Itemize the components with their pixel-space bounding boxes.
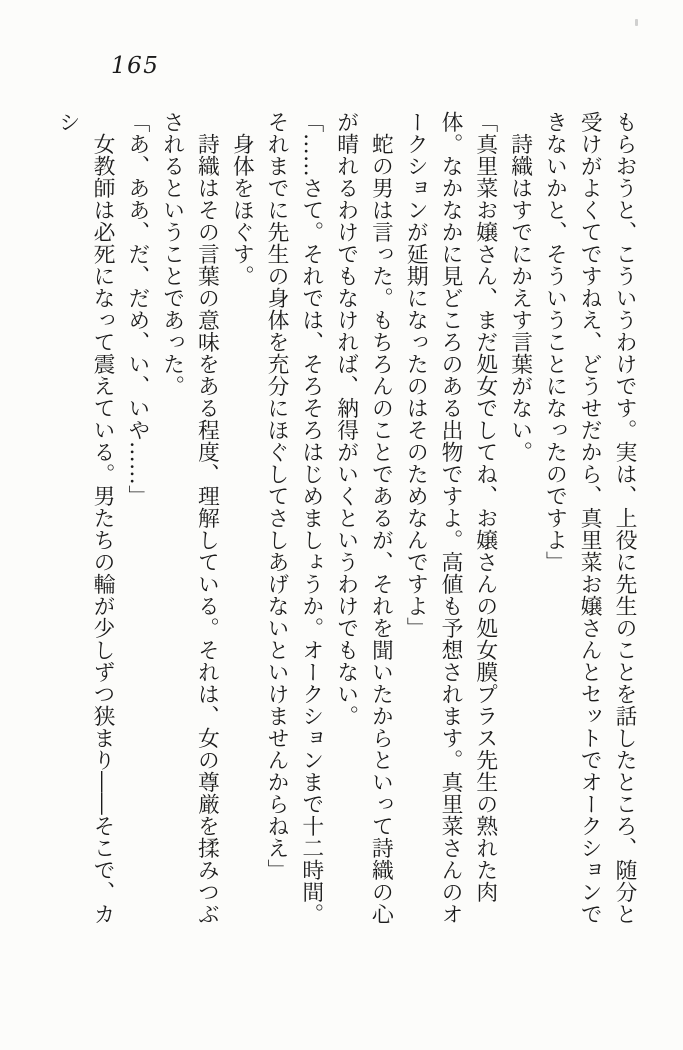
- page-number: 165: [111, 53, 160, 79]
- paragraph: 「真里菜お嬢さん、まだ処女でしてね、お嬢さんの処女膜プラス先生の熟れた肉体。なかなかに見どころのある出物ですよ。高値も予想されます。真里菜さんのオークションが延期になったのはそのためなんですよ」: [403, 111, 498, 925]
- vertical-text-block: [49, 111, 641, 945]
- scan-artifact: [635, 19, 638, 26]
- paragraph: 女教師は必死になって震えている。男たちの輪が少しずつ狭まり――そこで、カシ: [55, 111, 116, 925]
- paragraph: 「あ、ああ、だ、だめ、い、いや……」: [124, 111, 150, 507]
- paragraph: 蛇の男は言った。もちろんのことであるが、それを聞いたからといって詩織の心が晴れるわけでもなければ、納得がいくというわけでもない。: [333, 111, 394, 925]
- paragraph: 詩織はすでにかえす言葉がない。: [507, 132, 533, 463]
- paragraph: 詩織はその言葉の意味をある程度、理解している。それは、女の尊厳を揉みつぶされるということであった。: [159, 111, 220, 925]
- paragraph: もらおうと、こういうわけです。実は、上役に先生のことを話したところ、随分と受けがよくてですねえ、どうせだから、真里菜お嬢さんとセットでオークションできないかと、そういうことになったのですよ」: [542, 111, 637, 925]
- paragraph: 身体をほぐす。: [229, 132, 255, 287]
- paragraph: 「……さて。それでは、そろそろはじめましょうか。オークションまで十二時間。それまでに先生の身体を充分にほぐしてさしあげないといけませんからねえ」: [264, 111, 324, 925]
